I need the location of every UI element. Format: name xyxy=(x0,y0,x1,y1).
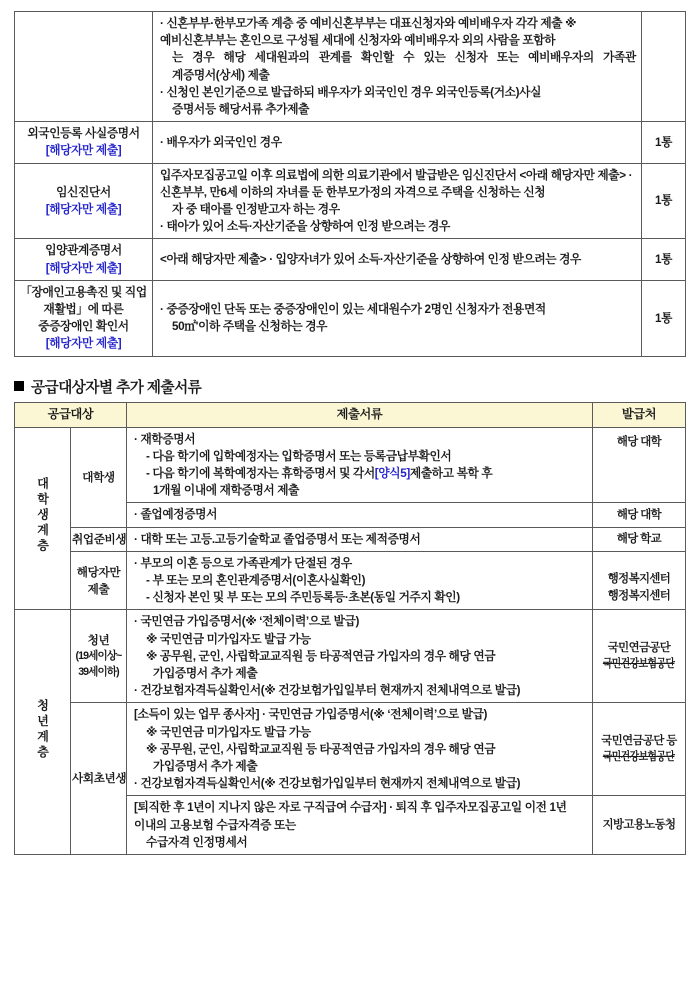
subgroup-label-cell xyxy=(71,703,127,855)
document-description-cell xyxy=(127,527,593,551)
square-bullet-icon xyxy=(14,381,24,391)
column-header-documents: 제출서류 xyxy=(127,402,593,427)
required-documents-table xyxy=(14,11,686,357)
issuer-name: 해당 대학 xyxy=(616,435,662,448)
desc-line: - 다음 학기에 복학예정자는 휴학증명서 및 각서[양식5]제출하고 복학 후 xyxy=(146,467,493,480)
subgroup-label-range: (19세이상~ xyxy=(75,650,122,663)
document-name: 직업 재활법」에 따른 xyxy=(43,285,147,317)
supply-target-documents-table xyxy=(14,402,686,855)
quantity-cell: 1통 xyxy=(642,280,686,356)
document-description-cell xyxy=(153,163,642,239)
subgroup-label: 해당자만 xyxy=(76,565,121,579)
table-row xyxy=(15,527,686,551)
quantity-cell: 1통 xyxy=(642,239,686,280)
desc-line: - 부 또는 모의 혼인관계증명서(이혼사실확인) xyxy=(146,574,366,588)
submission-note: [해당자만 제출] xyxy=(45,203,122,217)
document-description-cell xyxy=(127,427,593,503)
submission-note: [해당자만 제출] xyxy=(45,337,122,351)
desc-line: · 태아가 있어 소득·자산기준을 상향하여 인정 받으려는 경우 xyxy=(160,220,450,234)
table-row xyxy=(15,703,686,796)
subgroup-label: 제출 xyxy=(87,582,110,596)
table-row xyxy=(15,163,686,239)
column-header-issuer: 발급처 xyxy=(593,402,686,427)
desc-line: 계증명서(상세) 제출 xyxy=(172,68,270,82)
subgroup-label-cell xyxy=(71,427,127,527)
document-description-cell xyxy=(127,503,593,527)
desc-line: · 부모의 이혼 등으로 가족관계가 단절된 경우 xyxy=(134,556,352,570)
issuer-cell xyxy=(593,427,686,503)
desc-line: 입주자모집공고일 이후 의료법에 의한 의료기관에서 발급받은 임신진단서 xyxy=(160,168,517,182)
issuer-name: 행정복지센터 xyxy=(607,589,671,602)
desc-line: · 중증장애인 단독 또는 중증장애인이 있는 세대원수가 2명인 신청자가 전용면적 xyxy=(160,303,546,317)
document-name-cell xyxy=(15,239,153,280)
subgroup-label: 청년 xyxy=(87,634,110,648)
desc-line: <아래 해당자만 제출> xyxy=(519,168,626,182)
section-heading xyxy=(14,376,700,397)
document-name: 「장애인고용촉진 및 xyxy=(20,285,122,299)
subgroup-label: 대학생 xyxy=(82,470,115,484)
desc-line: 1개월 이내에 재학증명서 제출 xyxy=(153,484,300,498)
desc-line: · 퇴직 후 입주자모집공고일 이전 1년 이내의 고용보험 수급자격증 또는 xyxy=(134,801,567,832)
group-label-cell-youth xyxy=(15,610,71,855)
column-header-target: 공급대상 xyxy=(15,402,127,427)
section-heading-text: 공급대상자별 추가 제출서류 xyxy=(31,379,202,396)
quantity-cell xyxy=(642,12,686,122)
issuer-cell xyxy=(593,796,686,855)
document-description-cell xyxy=(127,551,593,610)
desc-line: - 다음 학기에 입학예정자는 입학증명서 또는 등록금납부확인서 xyxy=(146,449,452,463)
document-name: 중증장애인 확인서 xyxy=(38,320,129,334)
document-description-cell xyxy=(127,610,593,703)
submission-note: [해당자만 제출] xyxy=(45,144,122,158)
desc-line: ※ 공무원, 군인, 사립학교교직원 등 타공적연금 가입자의 경우 해당 연금 xyxy=(146,649,496,663)
desc-line: · 졸업예정증명서 xyxy=(134,508,218,522)
desc-block-title: [소득이 있는 업무 종사자] xyxy=(134,708,260,722)
desc-line: · 재학증명서 xyxy=(134,432,196,446)
issuer-name-struck: 국민건강보험공단 xyxy=(603,658,675,671)
table-row xyxy=(15,280,686,356)
desc-line: 수급자격 인정명세서 xyxy=(146,835,248,849)
group-label-university: 대학생계층 xyxy=(35,477,50,555)
document-name: 사실증명서 xyxy=(84,127,140,141)
desc-line: · 신청인 본인기준으로 발급하되 배우자가 외국인인 경우 외국인등록(거소)사실 xyxy=(160,85,542,99)
table-header-row xyxy=(15,402,686,427)
subgroup-label-range: 39세이하) xyxy=(78,665,119,678)
desc-line: 가입증명서 추가 제출 xyxy=(153,667,258,681)
quantity-cell: 1통 xyxy=(642,122,686,163)
document-name-cell xyxy=(15,122,153,163)
subgroup-label: 취업준비생 xyxy=(72,532,127,546)
desc-line: 50㎡'이하 주택을 신청하는 경우 xyxy=(172,320,328,334)
issuer-name: 해당 학교 xyxy=(616,532,662,545)
desc-block-title: [퇴직한 후 1년이 지나지 않은 자로 구직급여 수급자] xyxy=(134,801,387,815)
issuer-name: 지방고용노동청 xyxy=(602,818,676,831)
desc-line: ※ 공무원, 군인, 사립학교교직원 등 타공적연금 가입자의 경우 해당 연금 xyxy=(146,742,496,756)
issuer-cell xyxy=(593,527,686,551)
issuer-cell xyxy=(593,551,686,610)
issuer-name: 해당 대학 xyxy=(616,508,662,521)
issuer-name-struck: 국민건강보험공단 xyxy=(603,751,675,764)
desc-line: · 신혼부부·한부모가족 계층 중 예비신혼부부는 대표신청자와 예비배우자 각각 제출 xyxy=(160,17,563,30)
desc-line: · 국민연금 가입증명서(※ ‘전체이력’으로 발급) xyxy=(262,708,488,722)
table-row xyxy=(15,12,686,122)
quantity-cell: 1통 xyxy=(642,163,686,239)
document-name: 외국인등록 xyxy=(27,127,83,141)
table-row xyxy=(15,610,686,703)
desc-line: · 배우자가 외국인인 경우 xyxy=(160,135,282,149)
subgroup-label-cell xyxy=(71,610,127,703)
issuer-name: 국민연금공단 등 xyxy=(601,734,677,747)
issuer-cell xyxy=(593,503,686,527)
issuer-name: 국민연금공단 xyxy=(607,641,671,654)
document-description-cell xyxy=(153,280,642,356)
desc-line: · 건강보험자격득실확인서(※ 건강보험가입일부터 현재까지 전체내역으로 발급) xyxy=(134,684,521,698)
issuer-cell xyxy=(593,703,686,796)
desc-line: ※ 국민연금 미가입자도 발급 가능 xyxy=(146,725,311,739)
desc-line: ※ 예비신혼부부는 혼인으로 구성될 세대에 신청자와 예비배우자 외의 사람을 포함하 xyxy=(160,17,577,48)
document-description-cell xyxy=(127,796,593,855)
desc-line: · 입양자녀가 있어 소득·자산기준을 상향하여 인정 받으려는 경우 xyxy=(269,253,581,267)
table-row xyxy=(15,122,686,163)
document-page xyxy=(0,11,700,992)
document-name: 임신진단서 xyxy=(56,185,111,199)
table-row xyxy=(15,427,686,503)
desc-line: 는 경우 해당 세대원과의 관계를 확인할 수 있는 신청자 또는 예비배우자의 가족관 xyxy=(172,51,636,65)
table-row xyxy=(15,239,686,280)
desc-line: 증명서등 해당서류 추가제출 xyxy=(172,103,310,117)
table-row xyxy=(15,551,686,610)
desc-line: 가입증명서 추가 제출 xyxy=(153,760,258,774)
document-name-cell xyxy=(15,163,153,239)
desc-line: 자 중 태아를 인정받고자 하는 경우 xyxy=(172,203,340,217)
document-description-cell xyxy=(153,122,642,163)
subgroup-label-cell xyxy=(71,551,127,610)
desc-line: <아래 해당자만 제출> xyxy=(160,253,267,267)
issuer-cell xyxy=(593,610,686,703)
document-description-cell xyxy=(127,703,593,796)
desc-line: · 대학 또는 고등.고등기술학교 졸업증명서 또는 제적증명서 xyxy=(134,532,421,546)
issuer-name: 행정복지센터 xyxy=(607,572,671,585)
desc-line: · 건강보험자격득실확인서(※ 건강보험가입일부터 현재까지 전체내역으로 발급) xyxy=(134,777,521,791)
desc-line: · 국민연금 가입증명서(※ ‘전체이력’으로 발급) xyxy=(134,615,360,629)
desc-line: ※ 국민연금 미가입자도 발급 가능 xyxy=(146,632,311,646)
desc-line: - 신청자 본인 및 부 또는 모의 주민등록등·초본(동일 거주지 확인) xyxy=(146,591,460,605)
subgroup-label: 사회초년생 xyxy=(72,772,127,786)
submission-note: [해당자만 제출] xyxy=(45,261,122,275)
document-name-cell xyxy=(15,280,153,356)
document-description-cell xyxy=(153,12,642,122)
group-label-cell-university xyxy=(15,427,71,610)
desc-line: · 신혼부부, 만6세 이하의 자녀를 둔 한부모가정의 자격으로 주택을 신청하는 신청 xyxy=(160,168,633,199)
document-description-cell xyxy=(153,239,642,280)
document-name-cell xyxy=(15,12,153,122)
group-label-youth: 청년계층 xyxy=(35,698,50,761)
subgroup-label-cell xyxy=(71,527,127,551)
document-name: 입양관계증명서 xyxy=(45,244,122,258)
